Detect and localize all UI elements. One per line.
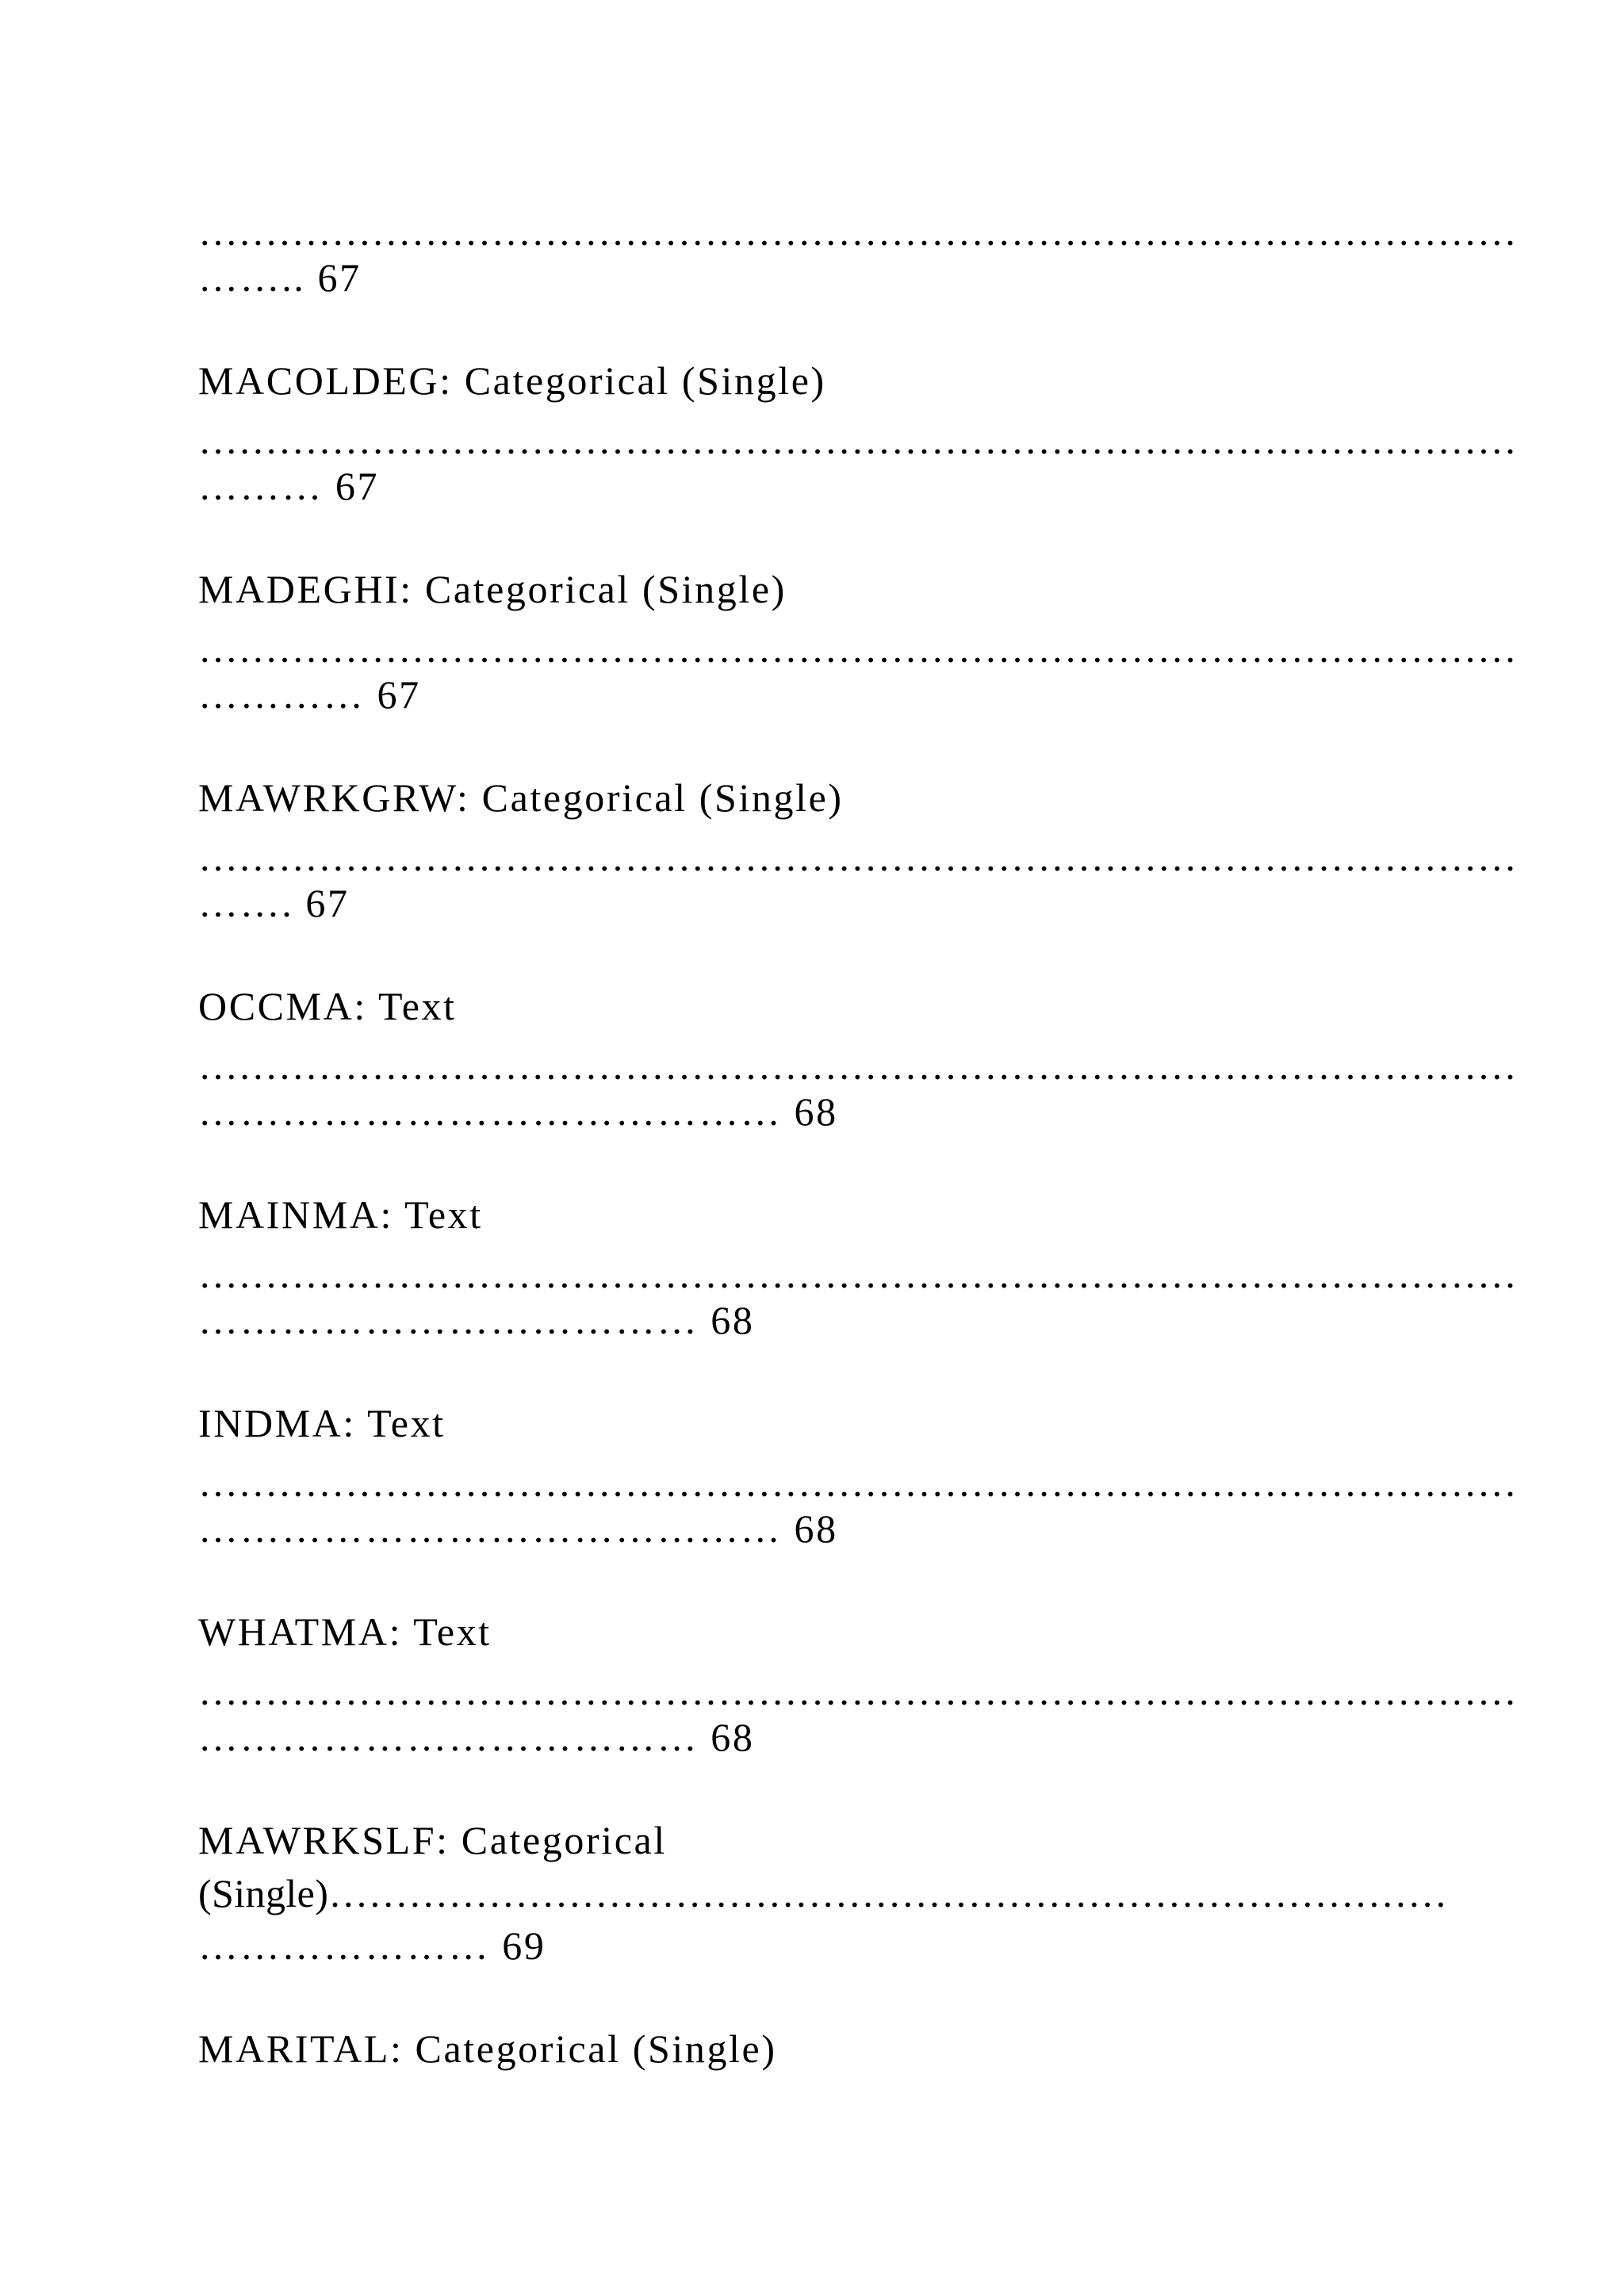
toc-leader-line: ……………………………………………………………………………………… [198, 1669, 1518, 1713]
toc-entry-madeghi: MADEGHI: Categorical (Single) [198, 567, 787, 611]
toc-entry-whatma: WHATMA: Text [198, 1609, 492, 1654]
toc-page-ref: ……………………………… 68 [198, 1715, 755, 1759]
toc-page-ref: ……………………………… 68 [198, 1298, 755, 1342]
toc-page-ref: …………………………………… 68 [198, 1089, 838, 1134]
toc-leader-line: ……………………………………………………………………………………… [198, 1252, 1518, 1296]
toc-leader-line: ……………………………………………………………………………………… [198, 1460, 1518, 1505]
toc-page-ref: ………………… 69 [198, 1923, 546, 1968]
toc-entry-occma: OCCMA: Text [198, 984, 457, 1028]
toc-entry-marital: MARITAL: Categorical (Single) [198, 2026, 777, 2071]
toc-entry-mawrkslf: MAWRKSLF: Categorical [198, 1818, 667, 1862]
toc-entry-indma: INDMA: Text [198, 1401, 446, 1445]
toc-leader-line: (Single)………………………………………………………………………… [198, 1871, 1448, 1915]
toc-leader-line: ……………………………………………………………………………………… [198, 1043, 1518, 1088]
toc-leader-line: ……………………………………………………………………………………… [198, 418, 1518, 462]
toc-leader-line: ……………………………………………………………………………………… [198, 209, 1518, 254]
toc-entry-mainma: MAINMA: Text [198, 1192, 483, 1237]
toc-leader-line: ……………………………………………………………………………………… [198, 835, 1518, 879]
toc-page-ref: …….. 67 [198, 255, 362, 300]
toc-page-ref: ……. 67 [198, 881, 350, 925]
toc-entry-macoldeg: MACOLDEG: Categorical (Single) [198, 358, 826, 403]
toc-page-ref: ……… 67 [198, 464, 380, 508]
toc-page-ref: …………………………………… 68 [198, 1506, 838, 1551]
toc-entry-mawrkgrw: MAWRKGRW: Categorical (Single) [198, 775, 844, 820]
toc-page-ref: ………… 67 [198, 672, 421, 717]
toc-leader-line: ……………………………………………………………………………………… [198, 626, 1518, 671]
